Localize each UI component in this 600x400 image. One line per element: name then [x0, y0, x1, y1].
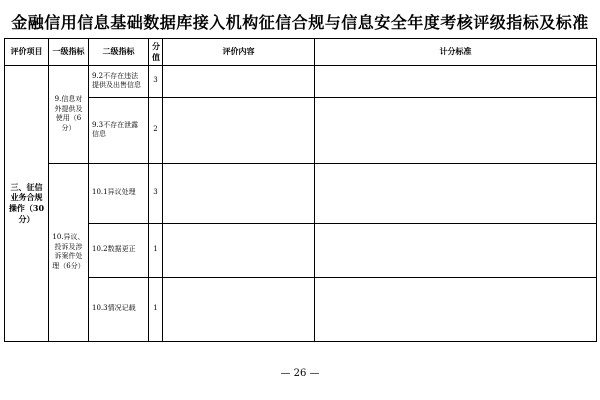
indicator-table [4, 38, 597, 342]
standard-cell [315, 223, 597, 277]
page-number: — 26 — [280, 368, 320, 379]
header-level2: 二级指标 [89, 39, 149, 66]
header-score: 分值 [149, 39, 163, 66]
score-cell: 1 [149, 277, 163, 341]
level1-cell: 10.异议、投诉及涉诉案件处理（6分） [49, 163, 89, 341]
score-cell: 1 [149, 223, 163, 277]
score-cell: 2 [149, 97, 163, 163]
level2-cell: 10.3情况记载 [89, 277, 149, 341]
page-title: 金融信用信息基础数据库接入机构征信合规与信息安全年度考核评级指标及标准 [11, 13, 589, 32]
level2-cell: 9.3不存在泄露信息 [89, 97, 149, 163]
score-cell: 3 [149, 65, 163, 97]
header-standard: 计分标准 [315, 39, 597, 66]
content-cell [163, 65, 315, 97]
content-cell [163, 163, 315, 223]
project-cell: 三、征信业务合规操作（30分） [5, 65, 49, 341]
content-cell [163, 97, 315, 163]
level1-cell: 9.信息对外提供及使用（6分） [49, 65, 89, 163]
standard-cell [315, 277, 597, 341]
table-row [5, 163, 597, 223]
content-cell [163, 277, 315, 341]
standard-cell [315, 65, 597, 97]
level2-cell: 9.2不存在违法提供及出售信息 [89, 65, 149, 97]
standard-cell [315, 163, 597, 223]
header-level1: 一级指标 [49, 39, 89, 66]
level2-cell: 10.2数据更正 [89, 223, 149, 277]
standard-cell [315, 97, 597, 163]
header-content: 评价内容 [163, 39, 315, 66]
header-project: 评价项目 [5, 39, 49, 66]
content-cell [163, 223, 315, 277]
table-row [5, 97, 597, 163]
score-cell: 3 [149, 163, 163, 223]
table-row [5, 65, 597, 97]
table-header-row [5, 39, 597, 66]
table-row [5, 277, 597, 341]
level2-cell: 10.1异议处理 [89, 163, 149, 223]
table-row [5, 223, 597, 277]
